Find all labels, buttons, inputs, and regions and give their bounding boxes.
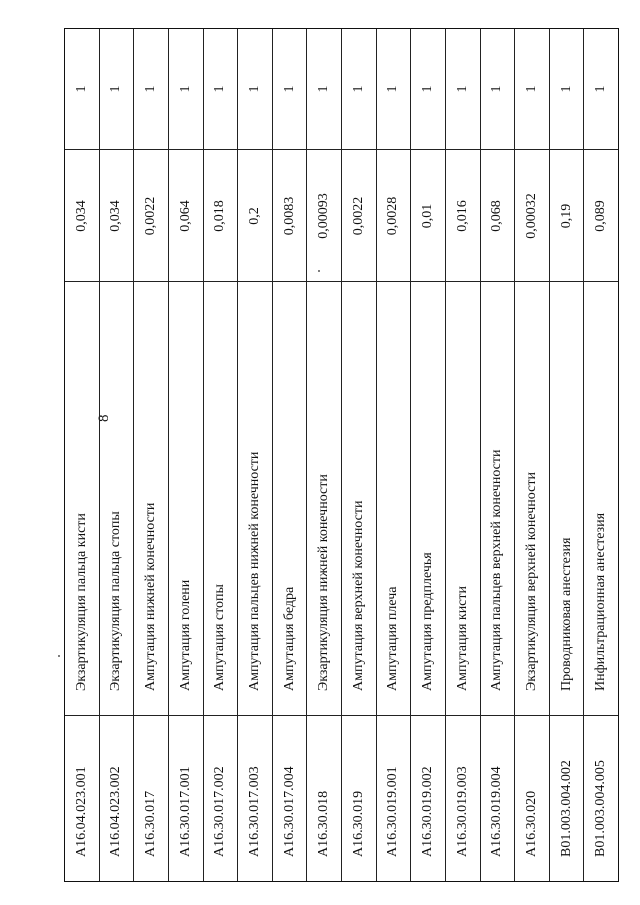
frequency-cell — [550, 150, 584, 282]
service-code-cell — [515, 716, 549, 881]
quantity-cell-text: 1 — [558, 85, 574, 93]
service-code-cell — [550, 716, 584, 881]
table-row — [446, 29, 481, 881]
table-row — [273, 29, 308, 881]
table-row — [204, 29, 239, 881]
service-code-cell-text: A16.30.018 — [316, 790, 332, 857]
scan-speck — [58, 655, 60, 657]
service-name-cell — [342, 282, 376, 716]
frequency-cell-text: 0,0083 — [281, 196, 297, 235]
service-name-cell-text: Ампутация плеча — [385, 586, 401, 691]
quantity-cell-text: 1 — [177, 85, 193, 93]
frequency-cell-text: 0,016 — [454, 199, 470, 232]
frequency-cell — [481, 150, 515, 282]
frequency-cell-text: 0,064 — [177, 199, 193, 232]
table-row — [584, 29, 618, 881]
frequency-cell — [446, 150, 480, 282]
service-name-cell-text: Ампутация пальцев верхней конечности — [489, 449, 505, 691]
frequency-cell-text: 0,00093 — [316, 192, 332, 239]
service-name-cell — [100, 282, 134, 716]
service-code-cell-text: A16.30.017.004 — [281, 766, 297, 857]
quantity-cell-text: 1 — [420, 85, 436, 93]
frequency-cell-text: 0,0022 — [350, 196, 366, 235]
quantity-cell — [584, 29, 618, 150]
frequency-cell — [515, 150, 549, 282]
service-code-cell — [273, 716, 307, 881]
service-name-cell-text: Ампутация бедра — [281, 586, 297, 691]
service-name-cell — [307, 282, 341, 716]
service-code-cell-text: A16.30.017.003 — [246, 766, 262, 857]
frequency-cell-text: 0,0028 — [385, 196, 401, 235]
service-name-cell-text: Ампутация кисти — [454, 585, 470, 691]
service-name-cell — [411, 282, 445, 716]
frequency-cell-text: 0,068 — [489, 199, 505, 232]
service-name-cell — [65, 282, 99, 716]
service-code-cell — [307, 716, 341, 881]
quantity-cell-text: 1 — [350, 85, 366, 93]
table-row — [515, 29, 550, 881]
service-code-cell — [481, 716, 515, 881]
service-name-cell — [204, 282, 238, 716]
table-row — [307, 29, 342, 881]
service-code-cell — [65, 716, 99, 881]
frequency-cell-text: 0,089 — [593, 199, 609, 232]
service-code-cell-text: A16.30.019.004 — [489, 766, 505, 857]
service-name-cell — [273, 282, 307, 716]
frequency-cell-text: 0,2 — [246, 206, 262, 225]
quantity-cell-text: 1 — [593, 85, 609, 93]
service-code-cell-text: B01.003.004.002 — [558, 760, 574, 857]
service-name-cell-text: Ампутация пальцев нижней конечности — [246, 451, 262, 691]
service-name-cell — [481, 282, 515, 716]
service-name-cell-text: Ампутация стопы — [212, 584, 228, 691]
quantity-cell — [446, 29, 480, 150]
table-row — [411, 29, 446, 881]
table-row — [377, 29, 412, 881]
table-row — [238, 29, 273, 881]
frequency-cell-text: 0,034 — [73, 199, 89, 232]
table-row — [342, 29, 377, 881]
quantity-cell-text: 1 — [73, 85, 89, 93]
table-row — [134, 29, 169, 881]
service-code-cell-text: A16.30.019.001 — [385, 766, 401, 857]
quantity-cell-text: 1 — [212, 85, 228, 93]
service-name-cell-text: Ампутация верхней конечности — [350, 500, 366, 691]
frequency-cell-text: 0,034 — [108, 199, 124, 232]
service-code-cell-text: A16.30.019 — [350, 790, 366, 857]
service-code-cell — [204, 716, 238, 881]
service-code-cell — [411, 716, 445, 881]
service-name-cell — [377, 282, 411, 716]
service-name-cell-text: Инфильтрационная анестезия — [593, 512, 609, 691]
service-name-cell — [515, 282, 549, 716]
service-name-cell — [169, 282, 203, 716]
table-row — [550, 29, 585, 881]
service-code-cell-text: A16.30.017.001 — [177, 766, 193, 857]
quantity-cell — [204, 29, 238, 150]
service-name-cell — [134, 282, 168, 716]
service-code-cell-text: A16.30.017.002 — [212, 766, 228, 857]
frequency-cell-text: 0,0022 — [143, 196, 159, 235]
frequency-cell — [411, 150, 445, 282]
scan-speck — [318, 270, 320, 272]
frequency-cell-text: 0,01 — [420, 203, 436, 228]
table-row — [65, 29, 100, 881]
service-code-cell-text: A16.30.017 — [143, 790, 159, 857]
frequency-cell — [584, 150, 618, 282]
quantity-cell — [65, 29, 99, 150]
quantity-cell-text: 1 — [523, 85, 539, 93]
quantity-cell — [100, 29, 134, 150]
service-code-cell-text: A16.04.023.001 — [73, 766, 89, 857]
table-row — [481, 29, 516, 881]
frequency-cell — [65, 150, 99, 282]
service-code-cell — [169, 716, 203, 881]
quantity-cell — [481, 29, 515, 150]
service-code-cell — [446, 716, 480, 881]
frequency-cell-text: 0,00032 — [523, 192, 539, 239]
services-table — [64, 28, 619, 882]
quantity-cell-text: 1 — [385, 85, 401, 93]
frequency-cell — [134, 150, 168, 282]
quantity-cell-text: 1 — [143, 85, 159, 93]
table-row — [169, 29, 204, 881]
quantity-cell — [550, 29, 584, 150]
service-name-cell — [238, 282, 272, 716]
service-code-cell — [238, 716, 272, 881]
table-row — [100, 29, 135, 881]
quantity-cell — [134, 29, 168, 150]
frequency-cell — [307, 150, 341, 282]
frequency-cell — [342, 150, 376, 282]
frequency-cell-text: 0,018 — [212, 199, 228, 232]
service-code-cell-text: B01.003.004.005 — [593, 760, 609, 857]
quantity-cell — [342, 29, 376, 150]
quantity-cell — [307, 29, 341, 150]
service-code-cell — [342, 716, 376, 881]
frequency-cell — [238, 150, 272, 282]
service-name-cell — [584, 282, 618, 716]
service-code-cell-text: A16.30.020 — [523, 790, 539, 857]
service-code-cell-text: A16.30.019.003 — [454, 766, 470, 857]
frequency-cell — [169, 150, 203, 282]
quantity-cell-text: 1 — [489, 85, 505, 93]
service-code-cell-text: A16.30.019.002 — [420, 766, 436, 857]
quantity-cell — [169, 29, 203, 150]
quantity-cell-text: 1 — [281, 85, 297, 93]
frequency-cell — [100, 150, 134, 282]
service-name-cell-text: Экзартикуляция пальца кисти — [73, 513, 89, 691]
service-name-cell-text: Ампутация нижней конечности — [143, 502, 159, 691]
page-number: 8 — [96, 414, 112, 422]
frequency-cell — [273, 150, 307, 282]
service-name-cell — [446, 282, 480, 716]
frequency-cell — [204, 150, 238, 282]
service-name-cell-text: Ампутация голени — [177, 579, 193, 691]
service-name-cell-text: Экзартикуляция пальца стопы — [108, 511, 124, 691]
quantity-cell — [377, 29, 411, 150]
quantity-cell — [515, 29, 549, 150]
service-name-cell-text: Проводниковая анестезия — [558, 537, 574, 691]
quantity-cell-text: 1 — [108, 85, 124, 93]
service-code-cell — [100, 716, 134, 881]
quantity-cell-text: 1 — [454, 85, 470, 93]
service-name-cell — [550, 282, 584, 716]
service-code-cell — [584, 716, 618, 881]
service-code-cell — [377, 716, 411, 881]
service-name-cell-text: Экзартикуляция верхней конечности — [523, 472, 539, 691]
frequency-cell — [377, 150, 411, 282]
quantity-cell-text: 1 — [246, 85, 262, 93]
quantity-cell — [238, 29, 272, 150]
quantity-cell — [273, 29, 307, 150]
service-code-cell — [134, 716, 168, 881]
service-name-cell-text: Экзартикуляция нижней конечности — [316, 474, 332, 691]
quantity-cell-text: 1 — [316, 85, 332, 93]
service-name-cell-text: Ампутация предплечья — [420, 552, 436, 691]
quantity-cell — [411, 29, 445, 150]
frequency-cell-text: 0,19 — [558, 203, 574, 228]
service-code-cell-text: A16.04.023.002 — [108, 766, 124, 857]
